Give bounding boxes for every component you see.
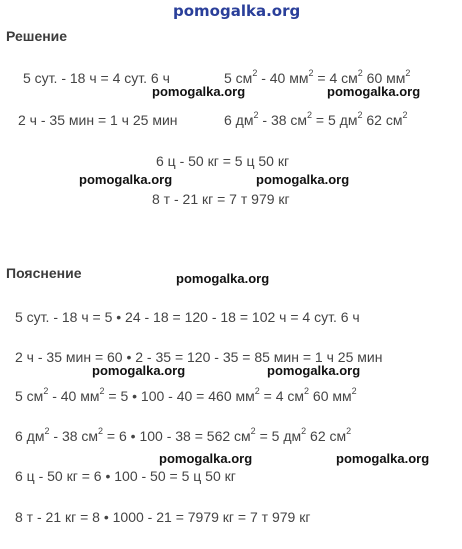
- explanation-line-mass-centner: 6 ц - 50 кг = 6 • 100 - 50 = 5 ц 50 кг: [15, 468, 236, 484]
- watermark: pomogalka.org: [256, 172, 350, 187]
- solution-line-time-hours: 2 ч - 35 мин = 1 ч 25 мин: [18, 112, 178, 128]
- watermark: pomogalka.org: [79, 172, 173, 187]
- watermark: pomogalka.org: [267, 363, 361, 378]
- watermark: pomogalka.org: [327, 84, 421, 99]
- watermark: pomogalka.org: [152, 84, 246, 99]
- watermark: pomogalka.org: [159, 451, 253, 466]
- solution-line-area-dm: 6 $дм^2 - 38$ $см^2 = 5$ $дм^2$ 62 $см^2$: [224, 110, 408, 128]
- solution-heading: Решение: [6, 28, 68, 44]
- explanation-line-area-cm: 5 $см^2 - 40$ $мм^2 = 5$ • 100 - 40 = 460 $мм^2 = 4$ $см^2$ 60 $мм^2$: [15, 386, 357, 404]
- watermark: pomogalka.org: [336, 451, 430, 466]
- solution-line-time-days: 5 сут. - 18 ч = 4 сут. 6 ч: [23, 70, 170, 86]
- explanation-heading: Пояснение: [6, 265, 82, 281]
- solution-line-mass-centner: 6 ц - 50 кг = 5 ц 50 кг: [156, 153, 290, 169]
- site-header-watermark: pomogalka.org: [173, 2, 301, 20]
- explanation-line-mass-ton: 8 т - 21 кг = 8 • 1000 - 21 = 7979 кг = 7 т 979 кг: [15, 509, 311, 525]
- watermark: pomogalka.org: [176, 271, 270, 286]
- explanation-line-days: 5 сут. - 18 ч = 5 • 24 - 18 = 120 - 18 = 102 ч = 4 сут. 6 ч: [15, 309, 360, 325]
- solution-line-mass-ton: 8 т - 21 кг = 7 т 979 кг: [152, 191, 290, 207]
- explanation-line-area-dm: 6 $дм^2 - 38$ $см^2 = 6$ • 100 - 38 = 562 $см^2 = 5$ $дм^2$ 62 $см^2$: [15, 426, 352, 444]
- explanation-line-hours: 2 ч - 35 мин = 60 • 2 - 35 = 120 - 35 = 85 мин = 1 ч 25 мин: [15, 349, 383, 365]
- solution-line-area-cm: 5 $см^2 - 40$ $мм^2 = 4$ $см^2$ 60 $мм^2$: [224, 68, 411, 86]
- watermark: pomogalka.org: [92, 363, 186, 378]
